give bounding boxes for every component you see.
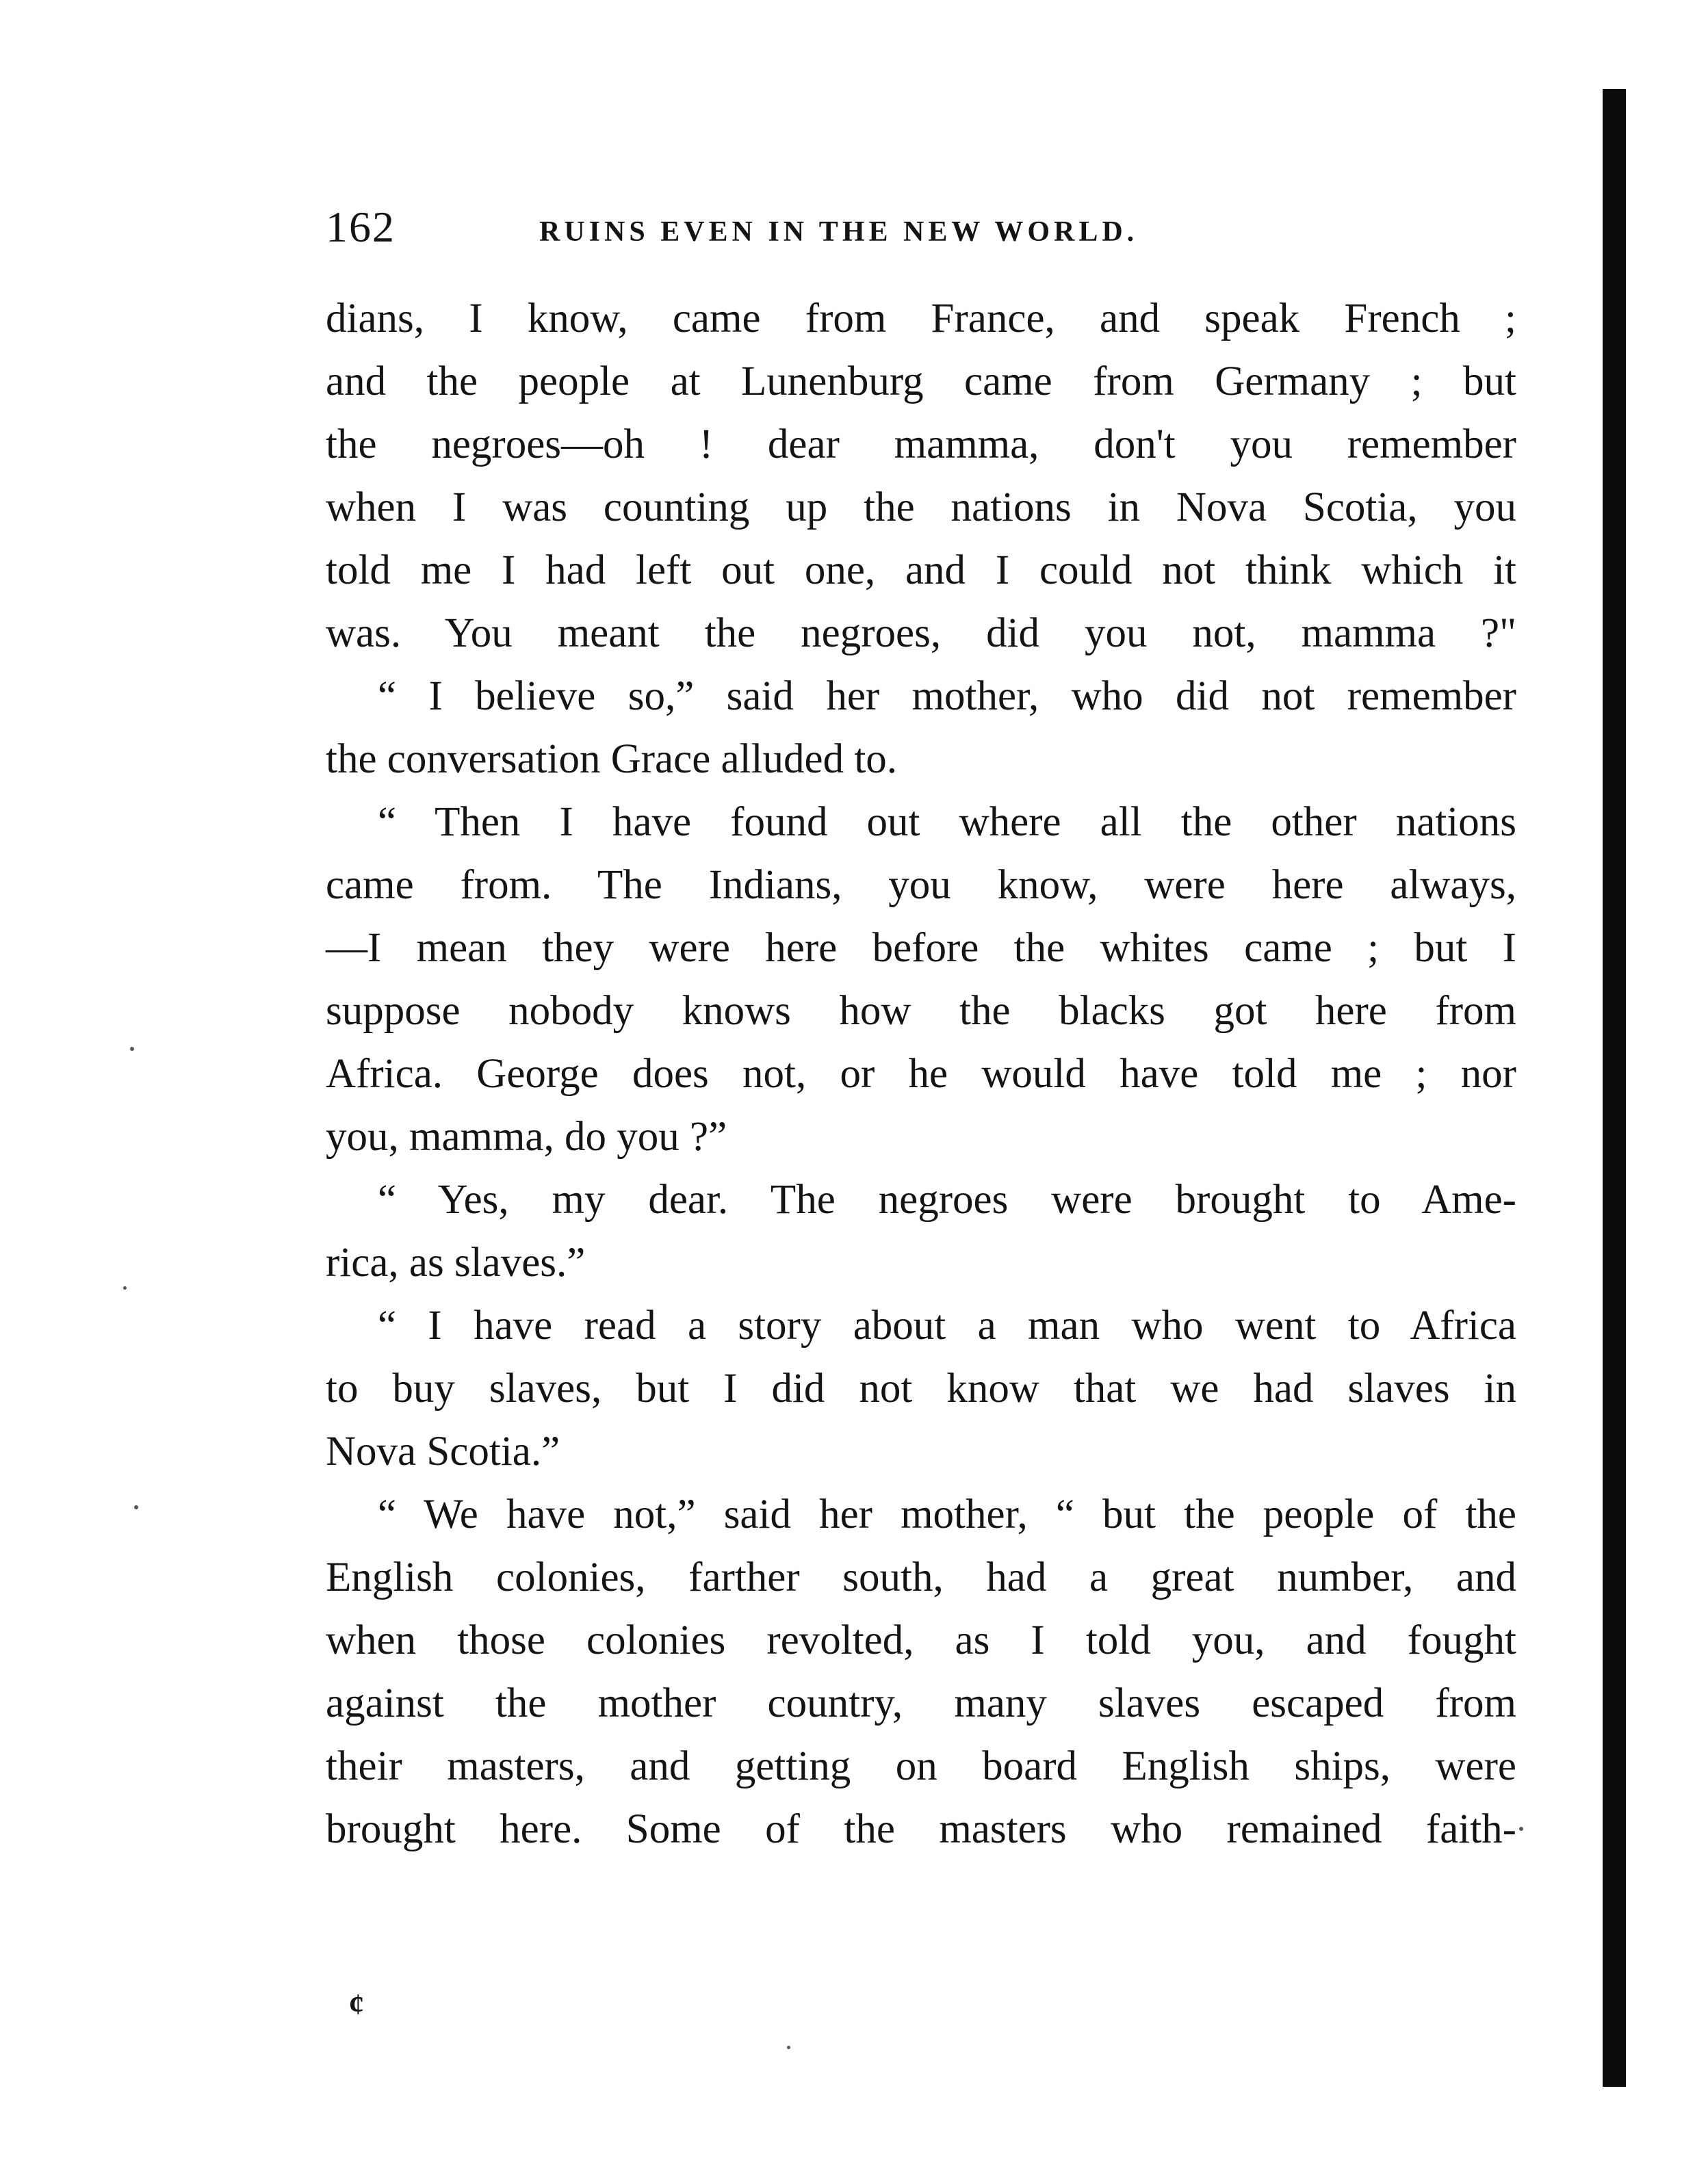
scan-speck: [130, 1047, 134, 1051]
text-line: their masters, and getting on board English ships, were: [326, 1743, 1516, 1789]
page-header: [326, 202, 1516, 263]
text-line: “ Then I have found out where all the other nations: [378, 799, 1516, 845]
text-line: dians, I know, came from France, and speak French ;: [326, 296, 1516, 341]
text-line: the negroes—oh ! dear mamma, don't you remember: [326, 421, 1516, 467]
text-line: to buy slaves, but I did not know that we had slaves in: [326, 1366, 1516, 1411]
text-line: “ I believe so,” said her mother, who did not remember: [378, 673, 1516, 719]
text-line: Africa. George does not, or he would have told me ; nor: [326, 1051, 1516, 1097]
text-line: Nova Scotia.”: [326, 1429, 560, 1474]
scan-speck: [134, 1505, 138, 1509]
text-line: “ I have read a story about a man who went to Africa: [378, 1303, 1516, 1349]
text-line: told me I had left out one, and I could not think which it: [326, 547, 1516, 593]
scan-speck: [1519, 1827, 1523, 1831]
text-line: came from. The Indians, you know, were here always,: [326, 862, 1516, 908]
text-line: “ Yes, my dear. The negroes were brought to Ame-: [378, 1177, 1516, 1223]
text-line: rica, as slaves.”: [326, 1240, 586, 1286]
scan-speck: [123, 1286, 127, 1290]
text-line: was. You meant the negroes, did you not, mamma ?": [326, 610, 1516, 656]
text-line: brought here. Some of the masters who remained faith-: [326, 1806, 1516, 1852]
text-line: you, mamma, do you ?”: [326, 1114, 727, 1160]
text-line: suppose nobody knows how the blacks got here from: [326, 988, 1516, 1034]
body-text: [326, 287, 1516, 1861]
text-line: against the mother country, many slaves escaped from: [326, 1680, 1516, 1726]
running-head: RUINS EVEN IN THE NEW WORLD.: [539, 216, 1139, 248]
scan-speck: [787, 2046, 790, 2049]
text-line: the conversation Grace alluded to.: [326, 736, 898, 782]
text-line: “ We have not,” said her mother, “ but the people of the: [378, 1492, 1516, 1537]
page-edge-shadow: [1603, 89, 1626, 2087]
signature-mark: ¢: [349, 1988, 364, 2021]
text-line: —I mean they were here before the whites came ; but I: [326, 925, 1516, 971]
text-line: when those colonies revolted, as I told you, and fought: [326, 1617, 1516, 1663]
text-line: and the people at Lunenburg came from Germany ; but: [326, 359, 1516, 404]
page-number: 162: [326, 203, 396, 251]
text-line: English colonies, farther south, had a great number, and: [326, 1554, 1516, 1600]
text-line: when I was counting up the nations in Nova Scotia, you: [326, 484, 1516, 530]
